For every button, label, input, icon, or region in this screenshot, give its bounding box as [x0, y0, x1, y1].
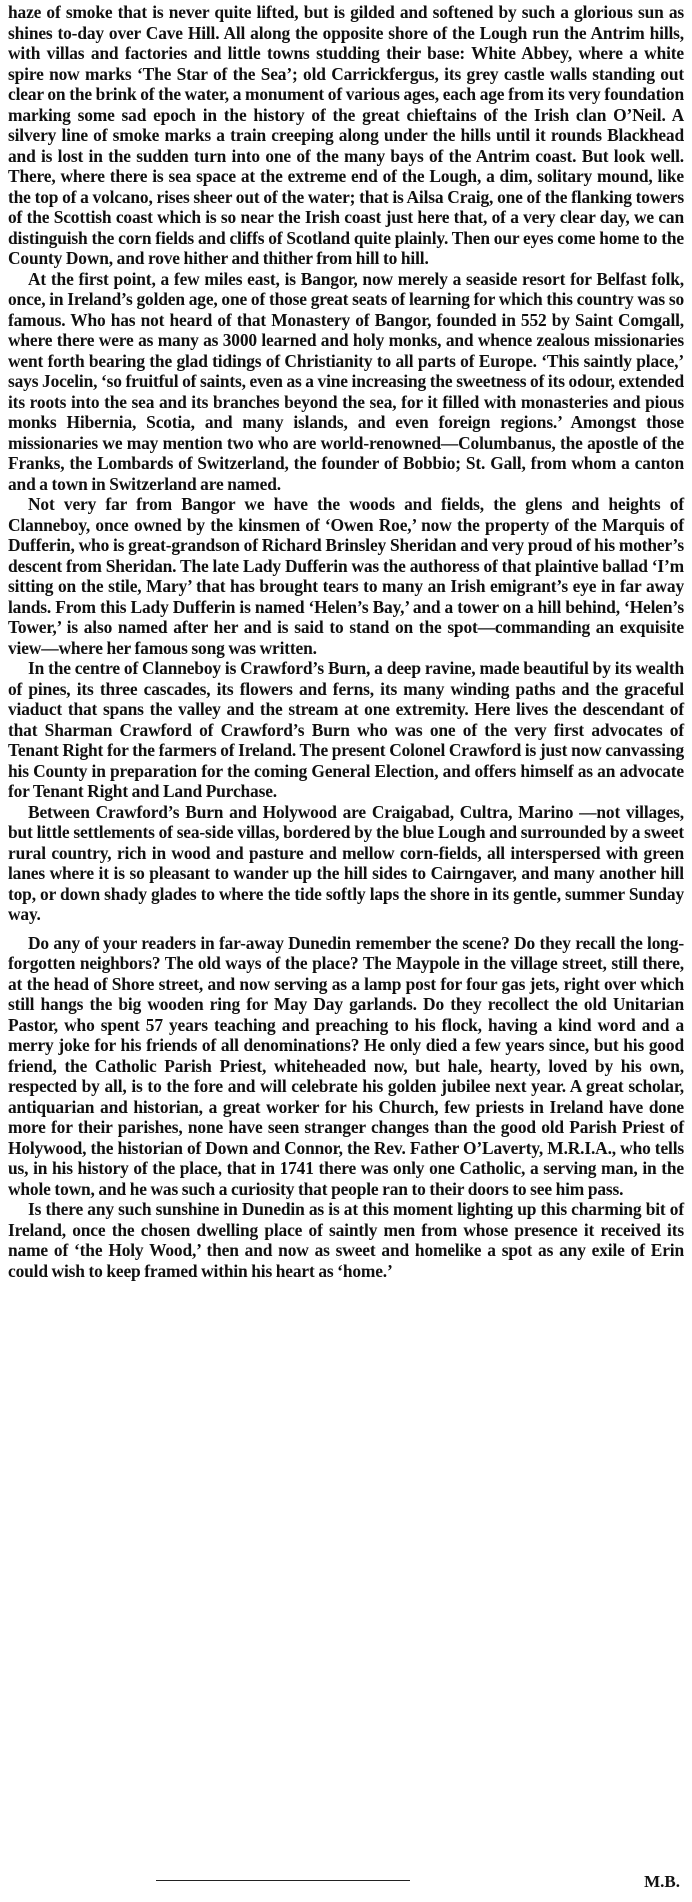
closing-rule: [156, 1880, 410, 1881]
article-body: [8, 2, 684, 1281]
paragraph-bangor: At the first point, a few miles east, is Bangor, now merely a seaside resort for Belfast folk, once, in Ireland’s golden age, one of those great seats of learning for which this country was so famous. Who has not heard of that Monastery of Bangor, founded in 552 by Saint Comgall, where there were as many as 3000 learned and holy monks, and whence zealous missionaries went forth bearing the glad tidings of Christianity to all parts of Europe. ‘This saintly place,’ says Jocelin, ‘so fruitful of saints, even as a vine increasing the sweetness of its odour, extended its roots into the sea and its branches beyond the sea, for it filled with monasteries and pious monks Hibernia, Scotia, and many islands, and even foreign regions.’ Amongst those missionaries we may mention two who are world-renowned—Columbanus, the apostle of the Franks, the Lombards of Switzerland, the founder of Bobbio; St. Gall, from whom a canton and a town in Switzerland are named.: [8, 268, 685, 494]
paragraph-sunshine: Is there any such sunshine in Dunedin as is at this moment lighting up this charming bit of Ireland, once the chosen dwelling place of saintly men from whose presence it received its name of ‘the Holy Wood,’ then and now as sweet and homelike a spot as any exile of Erin could wish to keep framed within his heart as ‘home.’: [8, 1199, 684, 1281]
paragraph-crawfords-burn: In the centre of Clanneboy is Crawford’s Burn, a deep ravine, made beautiful by its wealth of pines, its three cascades, its flowers and ferns, its many winding paths and the graceful viaduct that spans the valley and the stream at one extremity. Here lives the descendant of that Sharman Crawford of Crawford’s Burn who was one of the very first advocates of Tenant Right for the farmers of Ireland. The present Colonel Crawford is just now canvassing his County in preparation for the coming General Election, and offers himself as an advocate for Tenant Right and Land Purchase.: [8, 658, 684, 801]
author-signature: M.B.: [644, 1872, 680, 1891]
paragraph-dunedin-readers: Do any of your readers in far-away Dunedin remember the scene? Do they recall the long-forgotten neighbors? The old ways of the place? The Maypole in the village street, still there, at the head of Shore street, and now serving as a lamp post for four gas jets, right over which still hangs the big wooden ring for May Day garlands. Do they recollect the old Unitarian Pastor, who spent 57 years teaching and preaching to his flock, having a kind word and a merry joke for his friends of all denominations? He only died a few years since, but his good friend, the Catholic Parish Priest, whiteheaded now, but hale, hearty, loved by his own, respected by all, is to the fore and will celebrate his golden jubilee next year. A great scholar, antiquarian and historian, a great worker for his Church, few priests in Ireland have done more for their parishes, none have seen stranger changes than the good old Parish Priest of Holywood, the historian of Down and Connor, the Rev. Father O’Laverty, M.R.I.A., who tells us, in his history of the place, that in 1741 there was only one Catholic, a serving man, in the whole town, and he was such a curiosity that people ran to their doors to see him pass.: [8, 932, 684, 1199]
paragraph-cave-hill: haze of smoke that is never quite lifted, but is gilded and softened by such a glorious sun as shines to-day over Cave Hill. All along the opposite shore of the Lough run the Antrim hills, with villas and factories and little towns studding their base: White Abbey, where a white spire now marks ‘The Star of the Sea’; old Carrickfergus, its grey castle walls standing out clear on the brink of the water, a monument of various ages, each age from its very foundation marking some sad epoch in the history of the great chieftains of the Irish clan O’Neil. A silvery line of smoke marks a train creeping along under the hills until it rounds Blackhead and is lost in the sudden turn into one of the many bays of the Antrim coast. But look well. There, where there is sea space at the extreme end of the Lough, a dim, solitary mound, like the top of a volcano, rises sheer out of the water; that is Ailsa Craig, one of the flanking towers of the Scottish coast which is so near the Irish coast just here that, of a very clear day, we can distinguish the corn fields and cliffs of Scotland quite plainly. Then our eyes come home to the County Down, and rove hither and thither from hill to hill.: [8, 2, 684, 268]
paragraph-craigabad: Between Crawford’s Burn and Holywood are Craigabad, Cultra, Marino —not villages, but little settlements of sea-side villas, bordered by the blue Lough and surrounded by a sweet rural country, rich in wood and pasture and mellow corn-fields, all interspersed with green lanes where it is so pleasant to wander up the hill sides to Cairngaver, and many another hill top, or down shady glades to where the tide softly laps the shore in its gentle, summer Sunday way.: [8, 801, 684, 924]
paragraph-clanneboy: Not very far from Bangor we have the woods and fields, the glens and heights of Clanneboy, once owned by the kinsmen of ‘Owen Roe,’ now the property of the Marquis of Dufferin, who is great-grandson of Richard Brinsley Sheridan and very proud of his mother’s descent from Sheridan. The late Lady Dufferin was the authoress of that plaintive ballad ‘I’m sitting on the stile, Mary’ that has brought tears to many an Irish emigrant’s eye in far away lands. From this Lady Dufferin is named ‘Helen’s Bay,’ and a tower on a hill behind, ‘Helen’s Tower,’ is also named after her and is said to stand on the spot—commanding an exquisite view—where her famous song was written.: [8, 494, 684, 658]
